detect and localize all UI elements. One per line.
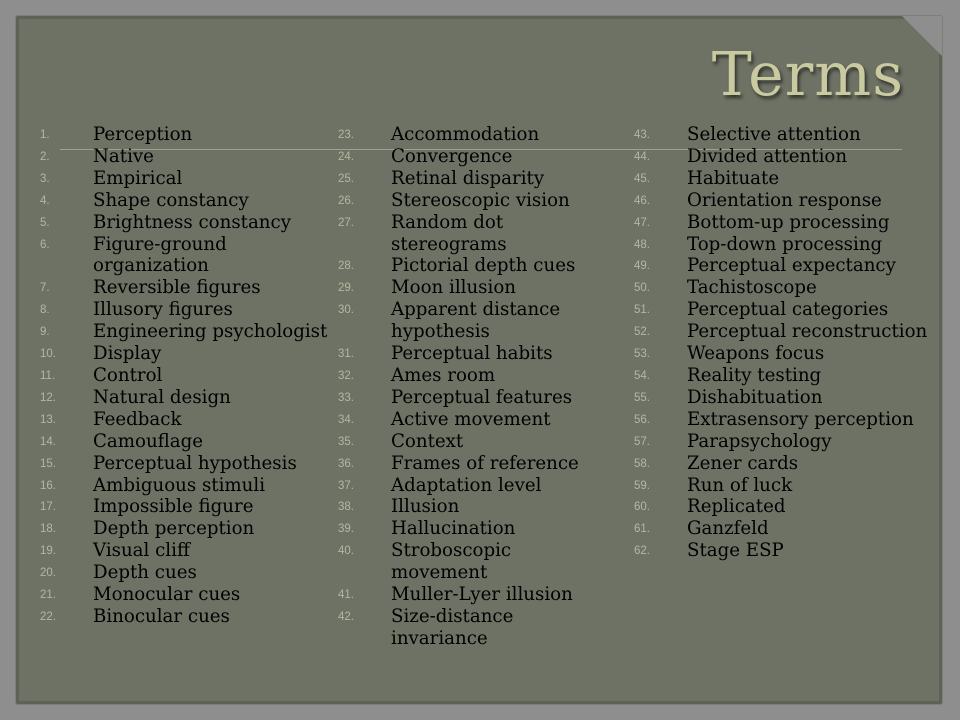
term-text: Moon illusion bbox=[391, 277, 516, 299]
term-number: 47. bbox=[634, 216, 650, 229]
term-number: 6. bbox=[40, 238, 50, 251]
term-number: 9. bbox=[40, 326, 50, 339]
term-number: 33. bbox=[338, 391, 354, 404]
term-number: 20. bbox=[40, 567, 56, 580]
term-text: Convergence bbox=[391, 145, 513, 167]
term-item bbox=[338, 299, 613, 343]
term-number: 15. bbox=[40, 457, 56, 470]
term-item bbox=[634, 212, 934, 234]
term-text: Shape constancy bbox=[93, 189, 249, 211]
term-number: 46. bbox=[634, 194, 650, 207]
term-text: Top-down processing bbox=[687, 233, 883, 255]
term-number: 17. bbox=[40, 501, 56, 514]
term-number: 1. bbox=[40, 129, 50, 141]
term-number: 26. bbox=[338, 194, 354, 207]
term-item bbox=[634, 540, 934, 562]
term-text: Dishabituation bbox=[687, 386, 823, 408]
term-text: Display bbox=[93, 343, 162, 365]
term-text: Control bbox=[93, 364, 163, 386]
term-number: 10. bbox=[40, 348, 56, 361]
term-text: Adaptation level bbox=[391, 474, 542, 496]
term-item bbox=[40, 584, 340, 606]
term-item bbox=[338, 146, 613, 168]
term-text: Illusory figures bbox=[93, 299, 233, 321]
term-number: 53. bbox=[634, 348, 650, 361]
term-text: Impossible figure bbox=[93, 496, 254, 518]
term-text: Habituate bbox=[687, 167, 780, 189]
term-text: Random dot stereograms bbox=[391, 211, 507, 255]
term-text: Empirical bbox=[93, 167, 183, 189]
term-number: 8. bbox=[40, 304, 50, 317]
term-text: Binocular cues bbox=[93, 605, 230, 627]
term-text: Parapsychology bbox=[687, 430, 832, 452]
term-number: 21. bbox=[40, 589, 56, 602]
term-item bbox=[40, 299, 340, 321]
term-item bbox=[338, 496, 613, 518]
term-number: 56. bbox=[634, 413, 650, 426]
term-text: Context bbox=[391, 430, 464, 452]
term-item bbox=[40, 321, 340, 343]
term-text: Selective attention bbox=[687, 124, 861, 145]
term-item bbox=[40, 562, 340, 584]
term-text: Perceptual expectancy bbox=[687, 255, 896, 277]
term-item bbox=[40, 518, 340, 540]
term-text: Ganzfeld bbox=[687, 518, 769, 540]
term-text: Perceptual reconstruction bbox=[687, 321, 928, 343]
term-text: Camouflage bbox=[93, 430, 204, 452]
term-item bbox=[40, 431, 340, 453]
terms-column-3 bbox=[634, 124, 934, 562]
term-item bbox=[40, 190, 340, 212]
term-number: 7. bbox=[40, 282, 50, 295]
term-item bbox=[634, 496, 934, 518]
term-text: Perceptual hypothesis bbox=[93, 452, 297, 474]
term-number: 41. bbox=[338, 589, 354, 602]
term-text: Natural design bbox=[93, 386, 231, 408]
term-item bbox=[338, 431, 613, 453]
term-number: 11. bbox=[40, 369, 56, 382]
term-item bbox=[338, 277, 613, 299]
term-item bbox=[40, 453, 340, 475]
term-number: 61. bbox=[634, 523, 650, 536]
term-text: Depth perception bbox=[93, 518, 255, 540]
term-number: 40. bbox=[338, 545, 354, 558]
term-text: Ames room bbox=[391, 364, 496, 386]
term-number: 42. bbox=[338, 610, 354, 623]
term-text: Extrasensory perception bbox=[687, 408, 914, 430]
term-number: 32. bbox=[338, 369, 354, 382]
term-number: 36. bbox=[338, 457, 354, 470]
term-text: Stereoscopic vision bbox=[391, 189, 570, 211]
term-item bbox=[634, 475, 934, 497]
term-number: 34. bbox=[338, 413, 354, 426]
term-text: Perceptual categories bbox=[687, 299, 889, 321]
term-number: 29. bbox=[338, 282, 354, 295]
term-text: Perceptual habits bbox=[391, 343, 553, 365]
term-number: 35. bbox=[338, 435, 354, 448]
term-text: Visual cliff bbox=[93, 540, 190, 562]
term-item bbox=[338, 584, 613, 606]
slide-title: Terms bbox=[711, 40, 904, 110]
term-text: Figure-ground organization bbox=[93, 233, 227, 277]
term-item bbox=[338, 124, 613, 146]
term-text: Feedback bbox=[93, 408, 182, 430]
term-number: 50. bbox=[634, 282, 650, 295]
term-item bbox=[338, 540, 613, 584]
term-text: Bottom-up processing bbox=[687, 211, 890, 233]
term-text: Brightness constancy bbox=[93, 211, 291, 233]
term-item bbox=[634, 255, 934, 277]
term-item bbox=[634, 387, 934, 409]
term-text: Frames of reference bbox=[391, 452, 579, 474]
term-number: 60. bbox=[634, 501, 650, 514]
term-item bbox=[40, 277, 340, 299]
term-text: Engineering psychologist bbox=[93, 321, 328, 343]
term-number: 51. bbox=[634, 304, 650, 317]
term-item bbox=[634, 234, 934, 256]
term-number: 3. bbox=[40, 172, 50, 185]
term-text: Perception bbox=[93, 124, 193, 145]
term-text: Retinal disparity bbox=[391, 167, 545, 189]
term-text: Muller-Lyer illusion bbox=[391, 584, 573, 606]
term-item bbox=[634, 124, 934, 146]
term-text: Stroboscopic movement bbox=[391, 540, 512, 584]
term-item bbox=[634, 321, 934, 343]
term-text: Apparent distance hypothesis bbox=[391, 299, 561, 343]
term-item bbox=[634, 409, 934, 431]
term-number: 25. bbox=[338, 172, 354, 185]
term-text: Illusion bbox=[391, 496, 460, 518]
term-item bbox=[40, 124, 340, 146]
term-item bbox=[40, 146, 340, 168]
term-item bbox=[338, 409, 613, 431]
term-item bbox=[338, 212, 613, 256]
term-text: Replicated bbox=[687, 496, 786, 518]
term-number: 23. bbox=[338, 129, 354, 141]
term-item bbox=[338, 255, 613, 277]
term-item bbox=[634, 431, 934, 453]
term-item bbox=[338, 518, 613, 540]
term-item bbox=[40, 475, 340, 497]
term-item bbox=[40, 409, 340, 431]
term-text: Monocular cues bbox=[93, 584, 241, 606]
term-number: 18. bbox=[40, 523, 56, 536]
term-text: Zener cards bbox=[687, 452, 799, 474]
term-item bbox=[634, 168, 934, 190]
term-item bbox=[338, 475, 613, 497]
term-number: 4. bbox=[40, 194, 50, 207]
term-text: Perceptual features bbox=[391, 386, 573, 408]
term-number: 37. bbox=[338, 479, 354, 492]
term-text: Weapons focus bbox=[687, 343, 825, 365]
term-number: 31. bbox=[338, 348, 354, 361]
term-item bbox=[40, 540, 340, 562]
term-text: Active movement bbox=[391, 408, 551, 430]
terms-column-2 bbox=[338, 124, 613, 650]
term-text: Depth cues bbox=[93, 562, 197, 584]
term-number: 55. bbox=[634, 391, 650, 404]
term-number: 48. bbox=[634, 238, 650, 251]
term-item bbox=[634, 190, 934, 212]
term-item bbox=[634, 299, 934, 321]
term-number: 49. bbox=[634, 260, 650, 273]
term-text: Reversible figures bbox=[93, 277, 261, 299]
term-number: 19. bbox=[40, 545, 56, 558]
term-text: Accommodation bbox=[391, 124, 540, 145]
term-text: Pictorial depth cues bbox=[391, 255, 576, 277]
term-text: Tachistoscope bbox=[687, 277, 817, 299]
term-item bbox=[338, 387, 613, 409]
term-item bbox=[40, 234, 340, 278]
term-number: 5. bbox=[40, 216, 50, 229]
term-item bbox=[40, 343, 340, 365]
term-item bbox=[40, 168, 340, 190]
term-item bbox=[338, 453, 613, 475]
term-number: 2. bbox=[40, 150, 50, 163]
term-text: Size-distance invariance bbox=[391, 605, 514, 649]
term-number: 28. bbox=[338, 260, 354, 273]
term-text: Hallucination bbox=[391, 518, 516, 540]
term-number: 38. bbox=[338, 501, 354, 514]
term-number: 27. bbox=[338, 216, 354, 229]
term-text: Native bbox=[93, 145, 154, 167]
term-number: 22. bbox=[40, 610, 56, 623]
term-number: 58. bbox=[634, 457, 650, 470]
term-item bbox=[40, 365, 340, 387]
term-number: 16. bbox=[40, 479, 56, 492]
term-text: Stage ESP bbox=[687, 540, 784, 562]
term-number: 54. bbox=[634, 369, 650, 382]
term-item bbox=[40, 496, 340, 518]
folded-corner bbox=[902, 16, 942, 56]
term-item bbox=[338, 365, 613, 387]
term-number: 12. bbox=[40, 391, 56, 404]
term-item bbox=[40, 387, 340, 409]
term-number: 13. bbox=[40, 413, 56, 426]
term-text: Orientation response bbox=[687, 189, 882, 211]
term-number: 30. bbox=[338, 304, 354, 317]
term-item bbox=[338, 343, 613, 365]
term-number: 45. bbox=[634, 172, 650, 185]
term-text: Ambiguous stimuli bbox=[93, 474, 266, 496]
term-number: 59. bbox=[634, 479, 650, 492]
term-item bbox=[634, 277, 934, 299]
term-item bbox=[634, 518, 934, 540]
term-number: 24. bbox=[338, 150, 354, 163]
term-text: Divided attention bbox=[687, 145, 848, 167]
term-number: 14. bbox=[40, 435, 56, 448]
term-item bbox=[338, 168, 613, 190]
term-number: 57. bbox=[634, 435, 650, 448]
term-item bbox=[40, 212, 340, 234]
term-text: Run of luck bbox=[687, 474, 793, 496]
term-number: 52. bbox=[634, 326, 650, 339]
term-item bbox=[40, 606, 340, 628]
term-text: Reality testing bbox=[687, 364, 822, 386]
term-item bbox=[338, 190, 613, 212]
term-number: 39. bbox=[338, 523, 354, 536]
term-number: 62. bbox=[634, 545, 650, 558]
term-item bbox=[634, 343, 934, 365]
term-number: 43. bbox=[634, 129, 650, 141]
term-number: 44. bbox=[634, 150, 650, 163]
term-item bbox=[634, 453, 934, 475]
term-item bbox=[634, 146, 934, 168]
term-item bbox=[338, 606, 613, 650]
term-item bbox=[634, 365, 934, 387]
terms-column-1 bbox=[40, 124, 340, 628]
